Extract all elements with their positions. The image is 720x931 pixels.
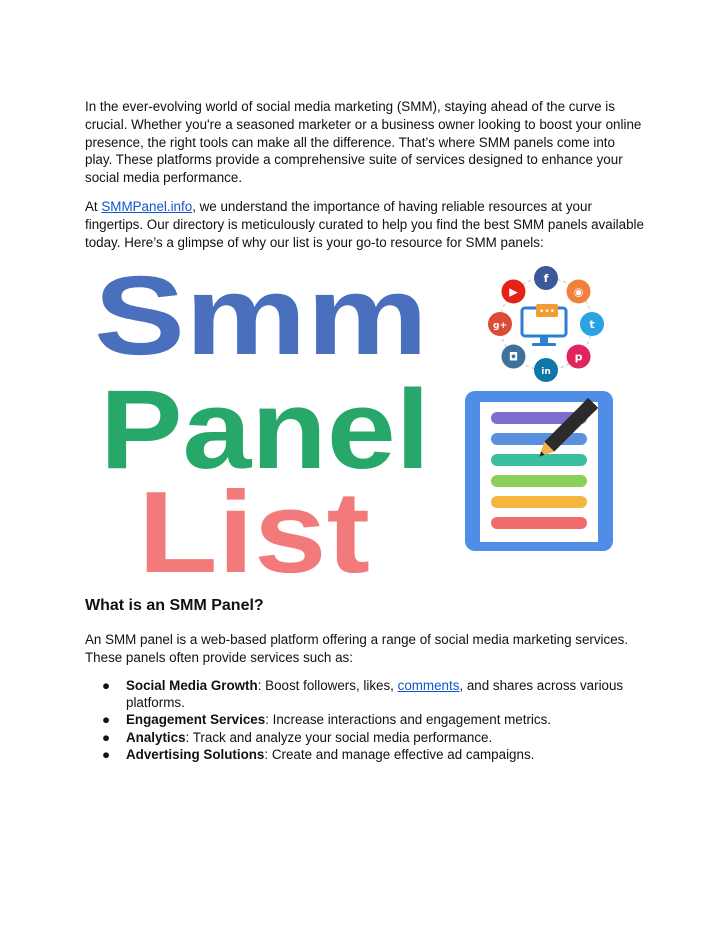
list-item-text-after: , and shares across various platforms. [126, 678, 624, 711]
comments-link[interactable]: comments [397, 678, 460, 693]
youtube-icon-glyph: ▶ [509, 285, 518, 299]
list-item-text: : Create and manage effective ad campaigns. [264, 746, 535, 762]
smmpanel-link[interactable]: SMMPanel.info [101, 199, 193, 214]
feed-icon [567, 279, 591, 303]
list-item [85, 746, 645, 763]
social-network-graphic [488, 266, 604, 382]
list-item-title: Engagement Services [126, 712, 266, 728]
intro-paragraph-2-suffix: , we understand the importance of having reliable resources at your fingertips. Our directory is meticulously curated to help you find the best SMM panels available today. Here’s a glimpse of why our list is your go-to resource for SMM panels: [85, 199, 644, 250]
list-bar [491, 517, 587, 529]
bullet-dot: ● [102, 678, 111, 693]
list-item [85, 729, 645, 746]
list-item-text: : Increase interactions and engagement metrics. [265, 712, 552, 728]
section-paragraph: An SMM panel is a web-based platform offering a range of social media marketing services. These panels often provide services such as: [85, 632, 629, 665]
list-bar [491, 433, 587, 445]
list-bar [491, 475, 587, 487]
bullet-dot: ● [102, 746, 111, 762]
google-plus-icon [488, 312, 512, 336]
linkedin-icon [534, 358, 558, 382]
pinterest-icon [567, 345, 591, 369]
bullet-dot: ● [102, 712, 111, 728]
intro-paragraph-1: In the ever-evolving world of social media marketing (SMM), staying ahead of the curve is crucial. Whether you're a seasoned marketer or a business owner looking to boost your online presence, the right tools can make all the difference. That’s where SMM panels come into play. These platforms provide a comprehensive suite of services designed to enhance your social media performance. [85, 99, 642, 186]
google-plus-icon-glyph: g+ [493, 321, 507, 331]
list-item-title: Social Media Growth [126, 678, 258, 693]
feed-icon-glyph: ◉ [573, 285, 584, 299]
twitter-icon [580, 312, 604, 336]
linkedin-icon-glyph: in [541, 367, 551, 377]
list-item-title: Analytics [126, 729, 186, 745]
list-item [85, 677, 645, 711]
list-bar [491, 454, 587, 466]
monitor-base [532, 343, 556, 346]
list-bar [491, 496, 587, 508]
facebook-icon-glyph: f [543, 272, 549, 285]
list-item-text: : Boost followers, likes, [257, 678, 398, 693]
hero-text-smm: Smm [94, 258, 429, 378]
hero-svg [90, 258, 630, 578]
twitter-icon-glyph: t [589, 318, 595, 331]
notepad-graphic [465, 391, 613, 551]
smm-panel-list-image [90, 258, 630, 578]
pinterest-icon-glyph: p [574, 350, 583, 364]
hero-text-list: List [138, 467, 370, 578]
facebook-icon [534, 266, 558, 290]
chat-dots: ••• [539, 307, 555, 317]
monitor-stand [540, 336, 548, 343]
hero-text-panel: Panel [100, 367, 430, 492]
instagram-icon [501, 345, 525, 369]
list-item-text: : Track and analyze your social media performance. [185, 729, 493, 745]
section-heading: What is an SMM Panel? [85, 597, 264, 614]
list-item-title: Advertising Solutions [126, 746, 265, 762]
youtube-icon [501, 279, 525, 303]
intro-paragraph-2-prefix: At [85, 199, 102, 214]
instagram-icon-glyph: ◘ [508, 350, 519, 364]
services-list [85, 677, 645, 763]
intro-paragraph-2 [85, 198, 645, 251]
list-item [85, 711, 645, 728]
bullet-dot: ● [102, 729, 111, 745]
